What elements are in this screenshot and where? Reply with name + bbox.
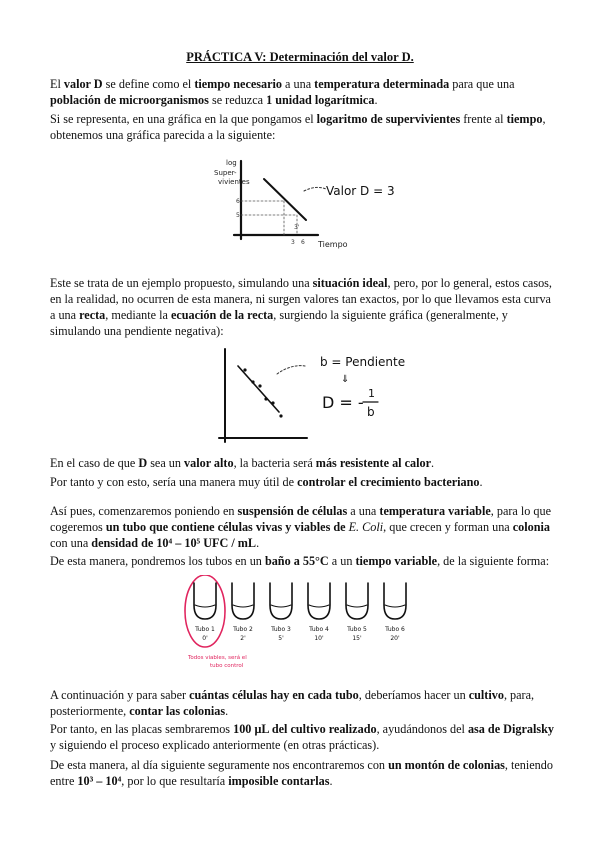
log-survivors-graph — [196, 153, 396, 255]
tube-time: 20' — [390, 635, 400, 642]
y-tick-a: 6 — [236, 198, 240, 205]
tube-time: 5' — [278, 635, 284, 642]
data-point — [271, 401, 274, 404]
tube-liquid-level — [233, 605, 253, 607]
paragraph-ideal-situation: Este se trata de un ejemplo propuesto, simulando una situación ideal, pero, por lo general, estos casos, en la realidad, no ocurren de esta manera, ni surgen valores tan exactos, por lo que llevamos esta curva a una recta, mediante la ecuación de la recta, surgiendo la siguiente gráfica (generalmente, y simulando una pendiente negativa): — [50, 276, 552, 338]
tube-label: Tubo 1 — [195, 626, 215, 633]
slope-label: b = Pendiente — [320, 355, 406, 369]
tube-liquid-level — [271, 605, 291, 607]
y-axis-label-line3: vivientes — [218, 178, 250, 186]
formula-lhs: D = - — [322, 393, 364, 412]
tube-label: Tubo 2 — [233, 626, 253, 633]
paragraph-control: Por tanto y con esto, sería una manera muy útil de controlar el crecimiento bacteriano. — [50, 475, 483, 489]
survival-curve — [264, 179, 306, 220]
test-tube — [346, 583, 368, 619]
test-tube — [384, 583, 406, 619]
tube-label: Tubo 6 — [385, 626, 405, 633]
paragraph-count-cells: A continuación y para saber cuántas células hay en cada tubo, deberíamos hacer un cultivo, para, posteriormente, contar las colonias. — [50, 688, 535, 718]
paragraph-high-d: En el caso de que D sea un valor alto, la bacteria será más resistente al calor. — [50, 456, 435, 470]
test-tube — [270, 583, 292, 619]
interval-mark: 3' — [294, 224, 300, 231]
test-tube — [308, 583, 330, 619]
x-tick-2: 6 — [301, 239, 305, 246]
tube-label: Tubo 4 — [309, 626, 329, 633]
linear-regression-graph — [205, 344, 425, 452]
paragraph-colonies: De esta manera, al día siguiente seguramente nos encontraremos con un montón de colonias, teniendo entre 10³ – 10⁴, por lo que resultaría imposible contarlas. — [50, 758, 553, 788]
tube-time: 15' — [352, 635, 362, 642]
y-axis-label-line2: Super- — [214, 169, 237, 177]
data-point — [279, 414, 282, 417]
annotation-arrow — [277, 366, 305, 374]
x-tick: 3 — [291, 239, 295, 246]
paragraph-suspension: Así pues, comenzaremos poniendo en suspensión de células a una temperatura variable, para lo que cogeremos un tubo que contiene células vivas y viables de E. Coli, que crecen y forman una colonia con una densidad de 10⁴ – 10⁵ UFC / mL. — [50, 504, 551, 550]
tube-label: Tubo 5 — [347, 626, 367, 633]
tube-time: 0' — [202, 635, 208, 642]
tube-liquid-level — [309, 605, 329, 607]
annotation-arrow — [304, 187, 326, 191]
data-point — [258, 384, 261, 387]
formula-numerator: 1 — [368, 387, 375, 400]
regression-line — [238, 366, 279, 412]
data-point — [264, 397, 267, 400]
tube-liquid-level — [347, 605, 367, 607]
x-axis-label: Tiempo — [318, 240, 348, 249]
tube-time: 10' — [314, 635, 324, 642]
paragraph-plating: Por tanto, en las placas sembraremos 100 μL del cultivo realizado, ayudándonos del asa de Digralsky y siguiendo el proceso explicado anteriormente (en otras prácticas). — [50, 722, 554, 752]
page-title: PRÁCTICA V: Determinación del valor D. — [186, 50, 414, 64]
data-point — [243, 368, 246, 371]
d-value-annotation: Valor D = 3 — [326, 184, 395, 198]
data-point — [251, 380, 254, 383]
y-axis-label-line1: log — [226, 159, 237, 167]
control-tube-note-line2: tubo control — [210, 663, 244, 669]
test-tube — [194, 583, 216, 619]
tubes-diagram — [180, 575, 430, 675]
paragraph-bath: De esta manera, pondremos los tubos en un baño a 55°C a un tiempo variable, de la siguiente forma: — [50, 554, 550, 568]
paragraph-definition: El valor D se define como el tiempo necesario a una temperatura determinada para que una población de microorganismos se reduzca 1 unidad logarítmica. — [50, 77, 515, 107]
tube-liquid-level — [385, 605, 405, 607]
tube-label: Tubo 3 — [271, 626, 291, 633]
y-tick-b: 5 — [236, 212, 240, 219]
control-tube-note-line1: Todos viables, será el — [188, 655, 247, 661]
paragraph-graph-intro: Si se representa, en una gráfica en la que pongamos el logaritmo de supervivientes frente al tiempo, obtenemos una gráfica parecida a la siguiente: — [50, 112, 546, 142]
implies-arrow: ⇓ — [341, 374, 350, 385]
test-tube — [232, 583, 254, 619]
formula-denominator: b — [367, 405, 375, 419]
tube-liquid-level — [195, 605, 215, 607]
tube-time: 2' — [240, 635, 246, 642]
